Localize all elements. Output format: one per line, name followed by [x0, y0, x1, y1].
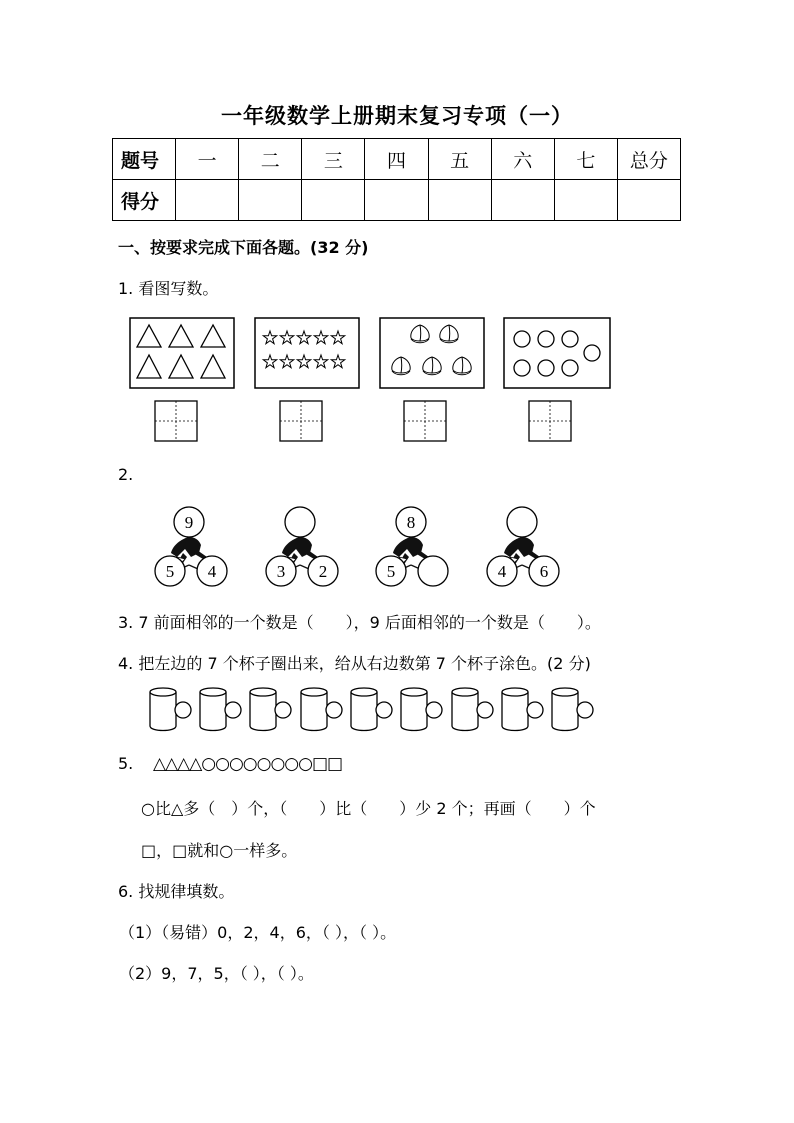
question-5-line-1: ○比△多（ ）个，（ ）比（ ）少 2 个；再画（ ）个 [141, 799, 596, 818]
score-cell: 总分 [617, 139, 680, 180]
score-cell: 二 [239, 139, 302, 180]
question-5-shapes: △△△△○○○○○○○○□□ [153, 754, 343, 774]
question-6: 6. 找规律填数。 [118, 882, 235, 901]
bike-number: 4 [207, 562, 217, 581]
cup-icon[interactable] [502, 688, 543, 731]
score-cell: 六 [491, 139, 554, 180]
score-cell-label: 题号 [113, 139, 176, 180]
bike-number: 3 [276, 562, 286, 581]
section-1-heading: 一、按要求完成下面各题。(32 分) [118, 238, 369, 257]
cup-icon[interactable] [250, 688, 291, 731]
question-2: 2. [118, 465, 134, 484]
bike-number: 2 [318, 562, 328, 581]
bike-number: 4 [497, 562, 507, 581]
score-cell: 五 [428, 139, 491, 180]
score-cell: 一 [176, 139, 239, 180]
cup-icon[interactable] [150, 688, 191, 731]
cup-icon[interactable] [552, 688, 593, 731]
score-row-label: 得分 [113, 180, 176, 221]
question-6-part-1: （1）（易错）0，2，4，6，（ ），（ ）。 [119, 923, 397, 942]
question-5-label: 5. [118, 754, 134, 773]
cup-icon[interactable] [351, 688, 392, 731]
question-3: 3. 7 前面相邻的一个数是（ ），9 后面相邻的一个数是（ ）。 [118, 613, 601, 632]
cup-icon[interactable] [301, 688, 342, 731]
bike-number: 6 [539, 562, 549, 581]
bike-number: 8 [406, 513, 416, 532]
question-6-part-2: （2）9，7，5，（ ），（ ）。 [119, 964, 314, 983]
score-cell: 三 [302, 139, 365, 180]
score-cell: 四 [365, 139, 428, 180]
question-5-line-2: □，□就和○一样多。 [141, 841, 298, 860]
cup-icon[interactable] [452, 688, 493, 731]
cup-icon[interactable] [200, 688, 241, 731]
page-title: 一年级数学上册期末复习专项（一） [221, 104, 573, 128]
question-1: 1. 看图写数。 [118, 279, 219, 298]
bike-number: 5 [165, 562, 175, 581]
bike-number: 9 [184, 513, 194, 532]
cup-icon[interactable] [401, 688, 442, 731]
bike-number: 5 [386, 562, 396, 581]
score-cell: 七 [554, 139, 617, 180]
question-4: 4. 把左边的 7 个杯子圈出来，给从右边数第 7 个杯子涂色。(2 分) [118, 654, 591, 673]
